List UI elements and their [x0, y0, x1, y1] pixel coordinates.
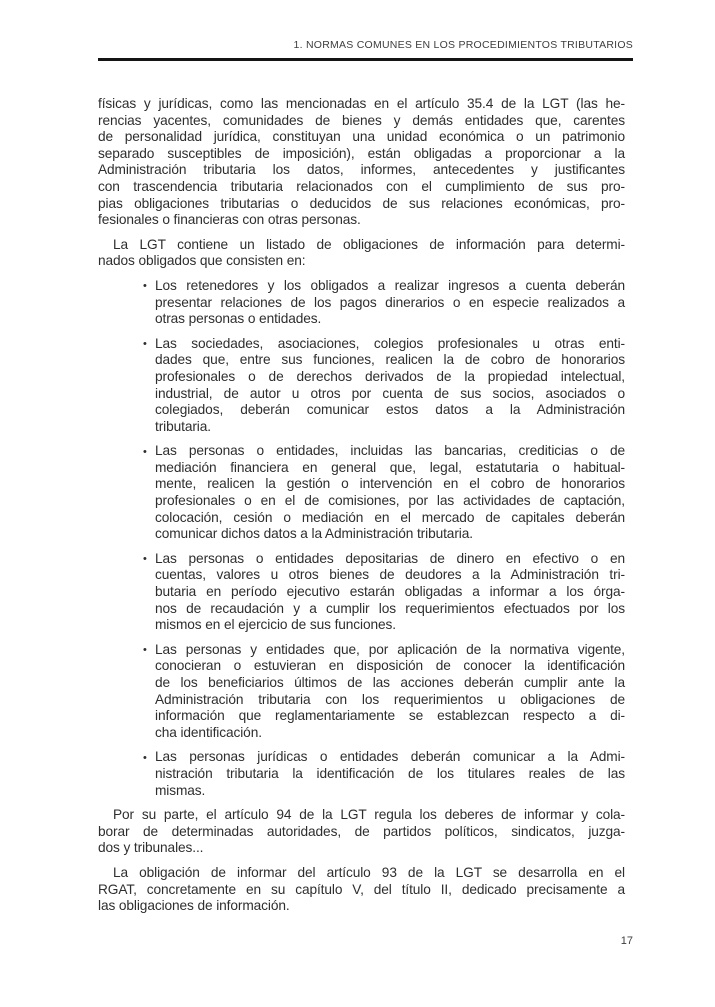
- bullet-item: [98, 642, 625, 742]
- text-line: dos y tribunales...: [98, 840, 204, 856]
- text-line: cha identificación.: [155, 724, 262, 740]
- text-line: presentar relaciones de los pagos dinerarios o en especie realizados a: [155, 294, 625, 310]
- text-line: borar de determinadas autoridades, de partidos políticos, sindicatos, juzga-: [98, 823, 625, 839]
- bullet-item: [98, 336, 625, 436]
- page-footer: [98, 935, 633, 947]
- bullet-item: [98, 278, 625, 328]
- text-line: profesionales o de derechos derivados de la propiedad intelectual,: [155, 368, 625, 384]
- text-line: Administración tributaria con los requerimientos u obligaciones de: [155, 691, 625, 707]
- text-line: información que reglamentariamente se establezcan respecto a di-: [155, 708, 625, 724]
- running-header-title: 1. NORMAS COMUNES EN LOS PROCEDIMIENTOS TRIBUTARIOS: [293, 39, 633, 51]
- bullet-icon: •: [143, 751, 147, 764]
- text-line: Por su parte, el artículo 94 de la LGT regula los deberes de informar y cola-: [113, 807, 625, 823]
- text-line: dades que, entre sus funciones, realicen la de cobro de honorarios: [155, 352, 625, 368]
- text-line: cuentas, valores u otros bienes de deudores a la Administración tri-: [155, 567, 625, 583]
- text-line: tributaria.: [155, 418, 211, 434]
- text-line: profesionales o en el de comisiones, por las actividades de captación,: [155, 493, 625, 509]
- text-line: Las personas jurídicas o entidades deberán comunicar a la Admi-: [155, 749, 625, 765]
- paragraph: [98, 237, 625, 270]
- text-line: colocación, cesión o mediación en el mercado de capitales deberán: [155, 509, 625, 525]
- bullet-icon: •: [143, 553, 147, 566]
- text-line: nados obligados que consisten en:: [98, 253, 306, 269]
- paragraph: [98, 96, 625, 229]
- text-line: de personalidad jurídica, constituyan una unidad económica o un patrimonio: [98, 129, 625, 145]
- text-line: separado susceptibles de imposición), están obligadas a proporcionar a la: [98, 145, 625, 161]
- document-content: [98, 96, 625, 923]
- text-line: mente, realicen la gestión o intervención en el cobro de honorarios: [155, 476, 625, 492]
- text-line: las obligaciones de información.: [98, 898, 290, 914]
- bullet-icon: •: [143, 280, 147, 293]
- text-line: industrial, de autor u otros por cuenta de sus socios, asociados o: [155, 385, 625, 401]
- paragraph: [98, 865, 625, 915]
- header-rule: [98, 58, 633, 61]
- text-line: de los beneficiarios últimos de las acciones deberán cumplir ante la: [155, 675, 625, 690]
- text-line: Las personas y entidades que, por aplicación de la normativa vigente,: [155, 641, 625, 657]
- text-line: conocieran o estuvieran en disposición de conocer la identificación: [155, 658, 625, 674]
- text-line: Los retenedores y los obligados a realizar ingresos a cuenta deberán: [155, 277, 625, 293]
- text-line: con trascendencia tributaria relacionados con el cumplimiento de sus pro-: [98, 178, 625, 194]
- text-line: otras personas o entidades.: [155, 311, 322, 327]
- text-line: mismos en el ejercicio de sus funciones.: [155, 617, 396, 633]
- text-line: mismas.: [155, 782, 206, 798]
- text-line: butaria en período ejecutivo estarán obligadas a informar a los órga-: [155, 584, 625, 600]
- text-line: Administración tributaria los datos, informes, antecedentes y justificantes: [98, 162, 625, 178]
- text-line: Las personas o entidades depositarias de dinero en efectivo o en: [155, 550, 625, 566]
- text-line: La LGT contiene un listado de obligaciones de información para determi-: [113, 236, 625, 252]
- text-line: La obligación de informar del artículo 93 de la LGT se desarrolla en el: [113, 864, 625, 880]
- bullet-icon: •: [143, 445, 147, 458]
- text-line: fesionales o financieras con otras personas.: [98, 212, 361, 228]
- text-line: nos de recaudación y a cumplir los requerimientos efectuados por los: [155, 600, 625, 616]
- page-header: [98, 39, 633, 61]
- text-line: Las sociedades, asociaciones, colegios profesionales u otras enti-: [155, 335, 625, 351]
- text-line: físicas y jurídicas, como las mencionadas en el artículo 35.4 de la LGT (las he-: [98, 96, 625, 111]
- text-line: pias obligaciones tributarias o deducidos de sus relaciones económicas, pro-: [98, 195, 625, 211]
- text-line: nistración tributaria la identificación de los titulares reales de las: [155, 765, 625, 781]
- bullet-item: [98, 551, 625, 634]
- text-line: Las personas o entidades, incluidas las bancarias, crediticias o de: [155, 443, 625, 459]
- bullet-icon: •: [143, 644, 147, 657]
- bullet-icon: •: [143, 338, 147, 351]
- paragraph: [98, 807, 625, 857]
- bullet-item: [98, 749, 625, 799]
- text-line: mediación financiera en general que, legal, estatutaria o habitual-: [155, 459, 625, 475]
- text-line: colegiados, deberán comunicar estos datos a la Administración: [155, 402, 625, 418]
- text-line: RGAT, concretamente en su capítulo V, del título II, dedicado precisamente a: [98, 881, 625, 897]
- text-line: comunicar dichos datos a la Administración tributaria.: [155, 526, 473, 542]
- bullet-item: [98, 443, 625, 543]
- text-line: rencias yacentes, comunidades de bienes y demás entidades que, carentes: [98, 112, 625, 128]
- page-number: 17: [620, 935, 633, 947]
